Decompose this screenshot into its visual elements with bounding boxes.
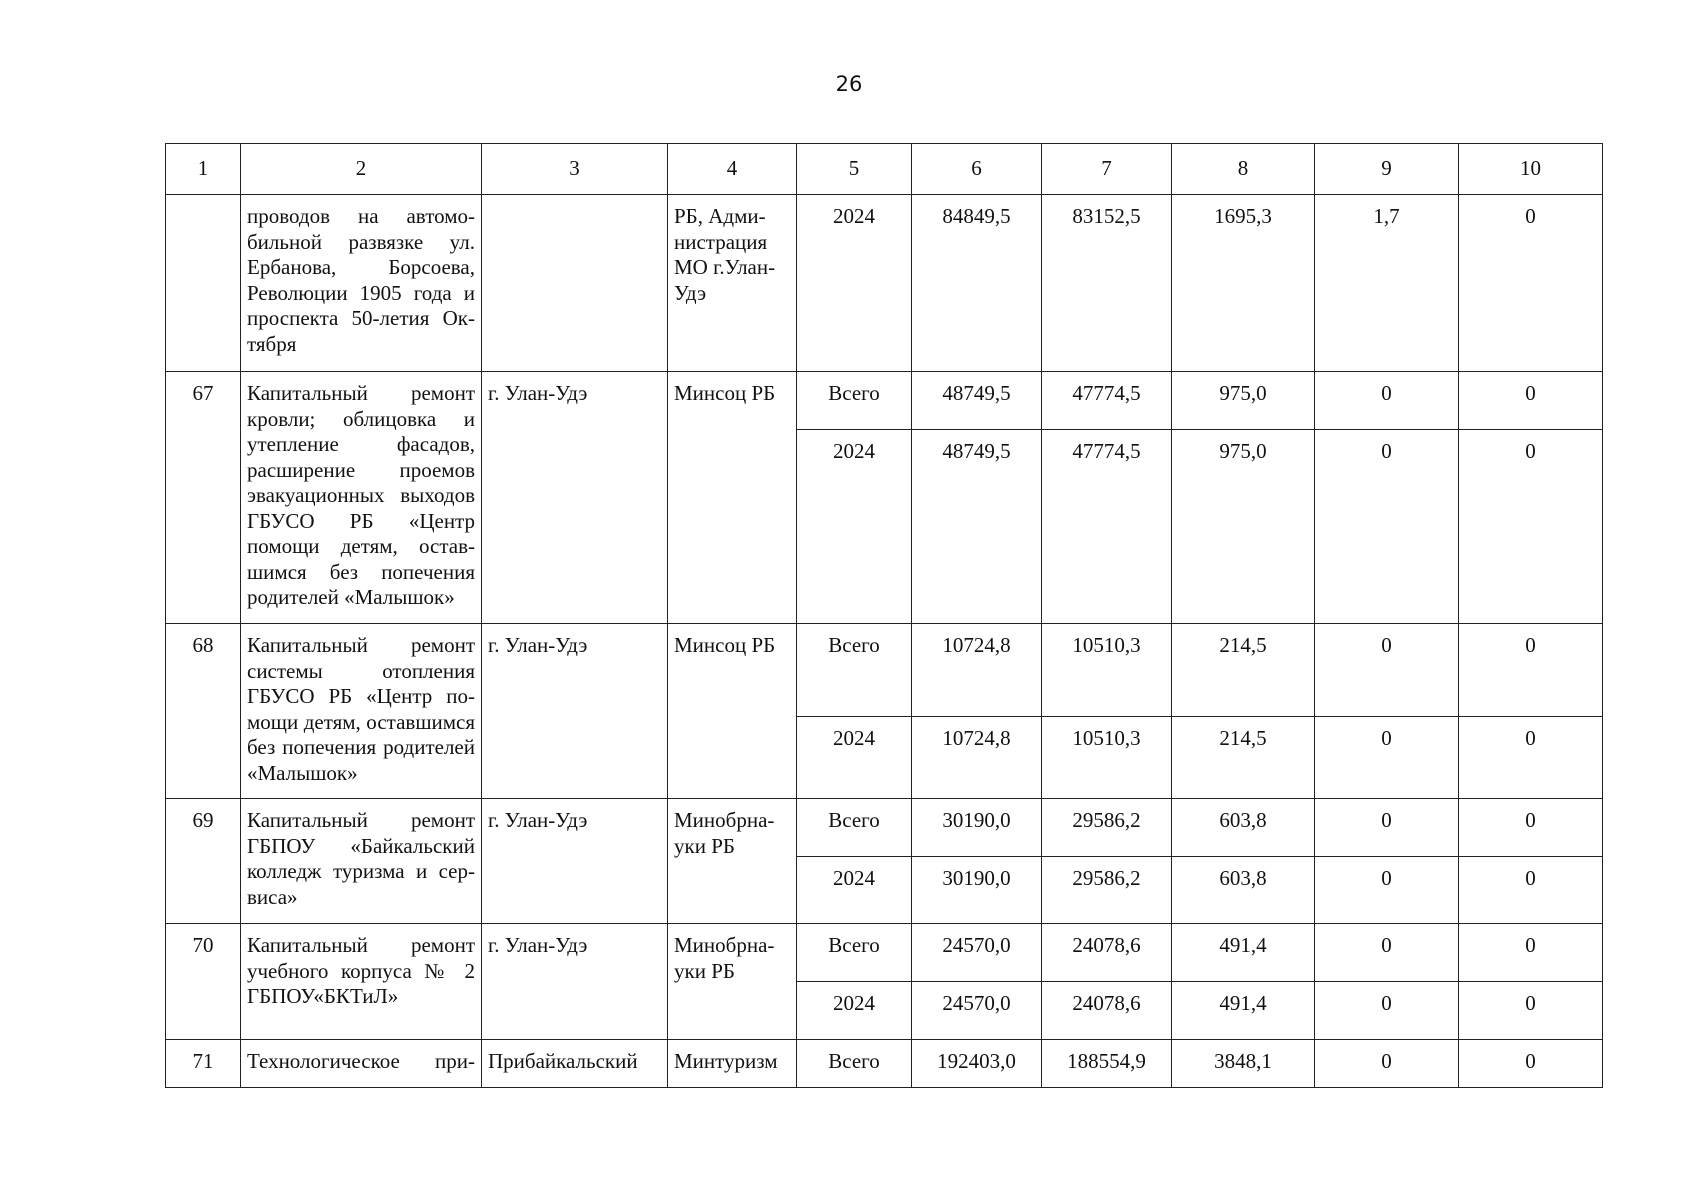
row-number: 68 bbox=[166, 624, 241, 799]
table-row bbox=[166, 1040, 1603, 1088]
value-cell: 0 bbox=[1459, 195, 1603, 372]
object-description: Капитальный ремонт учебного корпуса № 2 ГБПОУ«БКТиЛ» bbox=[241, 924, 482, 1040]
location-cell bbox=[482, 195, 668, 372]
header-cell: 10 bbox=[1459, 144, 1603, 195]
value-cell: 3848,1 bbox=[1172, 1040, 1315, 1088]
header-cell: 7 bbox=[1042, 144, 1172, 195]
responsible-org: Минтуризм bbox=[668, 1040, 797, 1088]
value-cell: 975,0 bbox=[1172, 430, 1315, 624]
value-cell: 0 bbox=[1459, 924, 1603, 982]
row-number: 71 bbox=[166, 1040, 241, 1088]
table-row bbox=[166, 924, 1603, 982]
object-description: Технологическое при- bbox=[241, 1040, 482, 1088]
row-number: 70 bbox=[166, 924, 241, 1040]
value-cell: 48749,5 bbox=[912, 372, 1042, 430]
object-description: Капитальный ремонт кровли; облицовка и утепление фасадов, расширение проемов эвакуационных выходов ГБУСО РБ «Центр помощи детям, оставшимся без попечения родителей «Малышок» bbox=[241, 372, 482, 624]
value-cell: 24570,0 bbox=[912, 982, 1042, 1040]
header-cell: 1 bbox=[166, 144, 241, 195]
period-cell: Всего bbox=[797, 1040, 912, 1088]
period-cell: Всего bbox=[797, 924, 912, 982]
row-number: 69 bbox=[166, 799, 241, 924]
value-cell: 975,0 bbox=[1172, 372, 1315, 430]
value-cell: 603,8 bbox=[1172, 857, 1315, 924]
value-cell: 0 bbox=[1315, 430, 1459, 624]
responsible-org: Минобрнауки РБ bbox=[668, 924, 797, 1040]
responsible-org: Минсоц РБ bbox=[668, 372, 797, 624]
table-row bbox=[166, 799, 1603, 857]
value-cell: 10510,3 bbox=[1042, 717, 1172, 799]
header-cell: 5 bbox=[797, 144, 912, 195]
value-cell: 0 bbox=[1459, 430, 1603, 624]
value-cell: 84849,5 bbox=[912, 195, 1042, 372]
value-cell: 192403,0 bbox=[912, 1040, 1042, 1088]
header-cell: 4 bbox=[668, 144, 797, 195]
page-number: 26 bbox=[835, 72, 863, 96]
value-cell: 0 bbox=[1459, 717, 1603, 799]
value-cell: 47774,5 bbox=[1042, 430, 1172, 624]
row-number: 67 bbox=[166, 372, 241, 624]
value-cell: 29586,2 bbox=[1042, 799, 1172, 857]
value-cell: 0 bbox=[1315, 624, 1459, 717]
table-row bbox=[166, 372, 1603, 430]
location-cell: г. Улан-Удэ bbox=[482, 624, 668, 799]
period-cell: 2024 bbox=[797, 717, 912, 799]
period-cell: Всего bbox=[797, 372, 912, 430]
value-cell: 0 bbox=[1315, 372, 1459, 430]
value-cell: 188554,9 bbox=[1042, 1040, 1172, 1088]
period-cell: 2024 bbox=[797, 857, 912, 924]
header-cell: 8 bbox=[1172, 144, 1315, 195]
table-row bbox=[166, 624, 1603, 717]
value-cell: 0 bbox=[1315, 717, 1459, 799]
value-cell: 0 bbox=[1315, 799, 1459, 857]
value-cell: 0 bbox=[1459, 372, 1603, 430]
value-cell: 0 bbox=[1459, 857, 1603, 924]
header-cell: 9 bbox=[1315, 144, 1459, 195]
value-cell: 30190,0 bbox=[912, 799, 1042, 857]
value-cell: 1695,3 bbox=[1172, 195, 1315, 372]
location-cell: г. Улан-Удэ bbox=[482, 372, 668, 624]
value-cell: 0 bbox=[1315, 1040, 1459, 1088]
responsible-org: РБ, Администрация МО г.Улан-Удэ bbox=[668, 195, 797, 372]
value-cell: 83152,5 bbox=[1042, 195, 1172, 372]
period-cell: 2024 bbox=[797, 982, 912, 1040]
table-row-continued bbox=[166, 195, 1603, 372]
value-cell: 0 bbox=[1459, 1040, 1603, 1088]
value-cell: 0 bbox=[1459, 624, 1603, 717]
period-cell: 2024 bbox=[797, 195, 912, 372]
row-number-cell bbox=[166, 195, 241, 372]
object-description: проводов на автомобильной развязке ул. Ербанова, Борсоева, Революции 1905 года и проспекта 50-летия Октября bbox=[241, 195, 482, 372]
program-table bbox=[165, 143, 1603, 1088]
period-cell: Всего bbox=[797, 624, 912, 717]
value-cell: 214,5 bbox=[1172, 717, 1315, 799]
value-cell: 24570,0 bbox=[912, 924, 1042, 982]
value-cell: 47774,5 bbox=[1042, 372, 1172, 430]
responsible-org: Минсоц РБ bbox=[668, 624, 797, 799]
table-header-row bbox=[166, 144, 1603, 195]
value-cell: 24078,6 bbox=[1042, 982, 1172, 1040]
value-cell: 30190,0 bbox=[912, 857, 1042, 924]
value-cell: 0 bbox=[1315, 857, 1459, 924]
object-description: Капитальный ремонт системы отопления ГБУСО РБ «Центр помощи детям, оставшимся без попечения родителей «Малышок» bbox=[241, 624, 482, 799]
value-cell: 0 bbox=[1459, 799, 1603, 857]
value-cell: 48749,5 bbox=[912, 430, 1042, 624]
value-cell: 1,7 bbox=[1315, 195, 1459, 372]
location-cell: г. Улан-Удэ bbox=[482, 924, 668, 1040]
value-cell: 0 bbox=[1315, 924, 1459, 982]
value-cell: 10724,8 bbox=[912, 624, 1042, 717]
value-cell: 24078,6 bbox=[1042, 924, 1172, 982]
value-cell: 491,4 bbox=[1172, 982, 1315, 1040]
value-cell: 603,8 bbox=[1172, 799, 1315, 857]
header-cell: 3 bbox=[482, 144, 668, 195]
value-cell: 491,4 bbox=[1172, 924, 1315, 982]
object-description: Капитальный ремонт ГБПОУ «Байкальский колледж туризма и сервиса» bbox=[241, 799, 482, 924]
value-cell: 10724,8 bbox=[912, 717, 1042, 799]
location-cell: Прибайкальский bbox=[482, 1040, 668, 1088]
value-cell: 0 bbox=[1459, 982, 1603, 1040]
header-cell: 6 bbox=[912, 144, 1042, 195]
header-cell: 2 bbox=[241, 144, 482, 195]
value-cell: 214,5 bbox=[1172, 624, 1315, 717]
value-cell: 29586,2 bbox=[1042, 857, 1172, 924]
responsible-org: Минобрнауки РБ bbox=[668, 799, 797, 924]
period-cell: Всего bbox=[797, 799, 912, 857]
value-cell: 10510,3 bbox=[1042, 624, 1172, 717]
location-cell: г. Улан-Удэ bbox=[482, 799, 668, 924]
value-cell: 0 bbox=[1315, 982, 1459, 1040]
period-cell: 2024 bbox=[797, 430, 912, 624]
